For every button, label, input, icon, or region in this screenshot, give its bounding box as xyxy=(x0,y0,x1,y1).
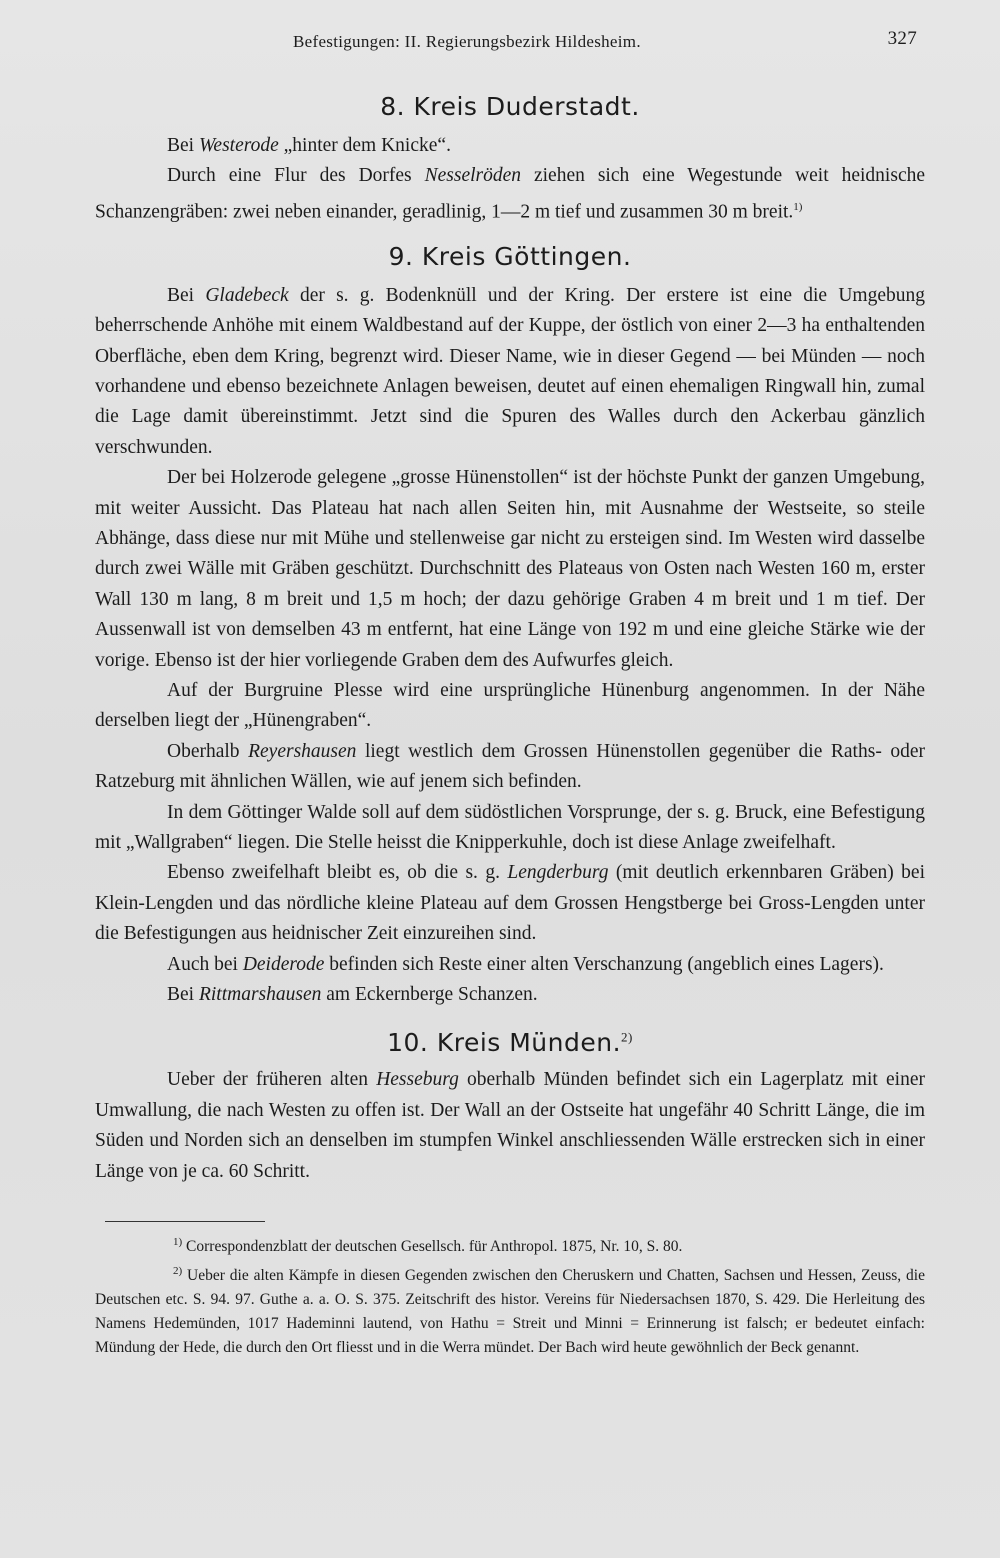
paragraph-text: liegt westlich dem Grossen Hünenstollen gegenüber die Raths- oder Ratzeburg mit ähnlichen Wällen, wie auf jenem sich befinden. xyxy=(95,740,926,793)
footnote-mark: 2) xyxy=(173,1265,183,1278)
section-heading-text: 10. Kreis Münden. xyxy=(387,1028,622,1058)
text-column xyxy=(95,24,925,1360)
paragraph-text: Bei xyxy=(167,284,206,306)
place-name: Reyershausen xyxy=(248,740,357,762)
section-heading-8: 8. Kreis Duderstadt. xyxy=(380,92,640,121)
paragraph xyxy=(95,737,925,798)
footnote xyxy=(95,1259,925,1360)
place-name: Deiderode xyxy=(242,953,325,975)
running-head xyxy=(95,24,925,64)
footnote xyxy=(95,1230,925,1259)
footnote-text: Correspondenzblatt der deutschen Gesellsch. für Anthropol. 1875, Nr. 10, S. 80. xyxy=(182,1238,683,1256)
paragraph xyxy=(95,980,925,1010)
place-name: Rittmarshausen xyxy=(198,984,322,1006)
paragraph xyxy=(95,281,925,463)
paragraph-text: der s. g. Bodenknüll und der Kring. Der erstere ist eine die Umgebung beherrschende Anhöhe mit einem Waldbestand auf der Kuppe, der östlich von einer 2—3 ha enthaltenden Oberfläche, eben dem Kring, begrenzt wird. Dieser Name, wie in dieser Gegend — bei Münden — noch vorhandene und ebenso bezeichnete Anlagen beweisen, deutet auf einen ehemaligen Ringwall hin, zumal die Lage damit übereinstimmt. Jetzt sind die Spuren des Walles durch den Ackerbau gänzlich verschwunden. xyxy=(95,284,925,458)
paragraph-text: Durch eine Flur des Dorfes xyxy=(167,165,425,187)
paragraph-text: „hinter dem Knicke“. xyxy=(278,135,451,156)
paragraph xyxy=(95,858,925,949)
section-heading-10 xyxy=(95,1028,925,1057)
place-name: Hesseburg xyxy=(376,1069,459,1091)
paragraph-text: Auch bei xyxy=(167,953,243,975)
footnote-mark: 1) xyxy=(173,1236,183,1249)
section-heading-9: 9. Kreis Göttingen. xyxy=(388,241,632,271)
paragraph: Der bei Holzerode gelegene „grosse Hünenstollen“ ist der höchste Punkt der ganzen Umgebung, mit weiter Aussicht. Das Plateau hat nach allen Seiten hin, mit Ausnahme der Westseite, so steile Abhänge, dass diese nur mit Mühe und stellenweise gar nicht zu ersteigen sind. Im Westen wird dasselbe durch zwei Wälle mit Gräben geschützt. Durchschnitt des Plateaus von Osten nach Westen 160 m, erster Wall 130 m lang, 8 m breit und 1,5 m hoch; der dazu gehörige Graben 4 m breit und 1 m tief. Der Aussenwall ist von demselben 43 m entfernt, hat eine Länge von 192 m und eine gleiche Stärke wie der vorige. Ebenso ist der hier vorliegende Graben dem des Aufwurfes gleich. xyxy=(95,467,925,671)
paragraph-text: ziehen sich eine Wegestunde weit heidnische Schanzengräben: zwei neben einander, geradlinig, 1—2 m tief und zusammen 30 m breit. xyxy=(95,165,925,223)
place-name: Gladebeck xyxy=(205,284,289,306)
page-number: 327 xyxy=(887,28,917,49)
paragraph-text: Bei xyxy=(167,135,199,156)
paragraph-text: (mit deutlich erkennbaren Gräben) bei Klein-Lengden und das nördliche kleine Plateau auf dem Grossen Hengstberge bei Gross-Lengden unter die Befestigungen aus heidnischer Zeit einzureihen sind. xyxy=(95,862,925,945)
running-title: Befestigungen: II. Regierungsbezirk Hildesheim. xyxy=(293,32,641,51)
paragraph xyxy=(95,1065,925,1187)
place-name: Lengderburg xyxy=(507,862,609,884)
place-name: Nesselröden xyxy=(424,165,522,187)
paragraph: In dem Göttinger Walde soll auf dem südöstlichen Vorsprunge, der s. g. Bruck, eine Befestigung mit „Wallgraben“ liegen. Die Stelle heisst die Knipperkuhle, doch ist diese Anlage zweifelhaft. xyxy=(95,801,925,854)
paragraph: Auf der Burgruine Plesse wird eine ursprüngliche Hünenburg angenommen. In der Nähe derselben liegt der „Hünengraben“. xyxy=(95,680,925,732)
paragraph-text: am Eckernberge Schanzen. xyxy=(321,984,538,1006)
paragraph xyxy=(95,950,925,980)
place-name: Westerode xyxy=(198,135,279,156)
footnote-ref: 2) xyxy=(621,1030,633,1046)
footnote-divider xyxy=(105,1221,265,1222)
paragraph-text: Ebenso zweifelhaft bleibt es, ob die s. g. xyxy=(167,862,508,884)
paragraph-text: befinden sich Reste einer alten Verschanzung (angeblich eines Lagers). xyxy=(324,953,884,975)
paragraph-text: oberhalb Münden befindet sich ein Lagerplatz mit einer Umwallung, die nach Westen zu offen ist. Der Wall an der Ostseite hat ungefähr 40 Schritt Länge, die im Süden und Norden sich an denselben im stumpfen Winkel anschliessenden Wälle erstrecken sich in einer Länge von je ca. 60 Schritt. xyxy=(95,1069,925,1182)
footnote-ref: 1) xyxy=(793,200,803,213)
footnote-text: Ueber die alten Kämpfe in diesen Gegenden zwischen den Cheruskern und Chatten, Sachsen und Hessen, Zeuss, die Deutschen etc. S. 94. 97. Guthe a. a. O. S. 375. Zeitschrift des histor. Vereins für Niedersachsen 1870, S. 429. Die Herleitung des Namens Hedemünden, 1017 Hademinni lautend, von Hathu = Streit und Minni = Erinnerung ist falsch; er bedeutet einfach: Mündung der Hede, die durch den Ort fliesst und in die Werra mündet. Der Bach wird heute gewöhnlich der Beck genannt. xyxy=(95,1267,925,1357)
paragraph-text: Oberhalb xyxy=(167,740,249,762)
paragraph xyxy=(95,161,925,227)
paragraph xyxy=(95,131,925,161)
paragraph-text: Ueber der früheren alten xyxy=(167,1069,377,1091)
paragraph-text: Bei xyxy=(167,984,199,1006)
